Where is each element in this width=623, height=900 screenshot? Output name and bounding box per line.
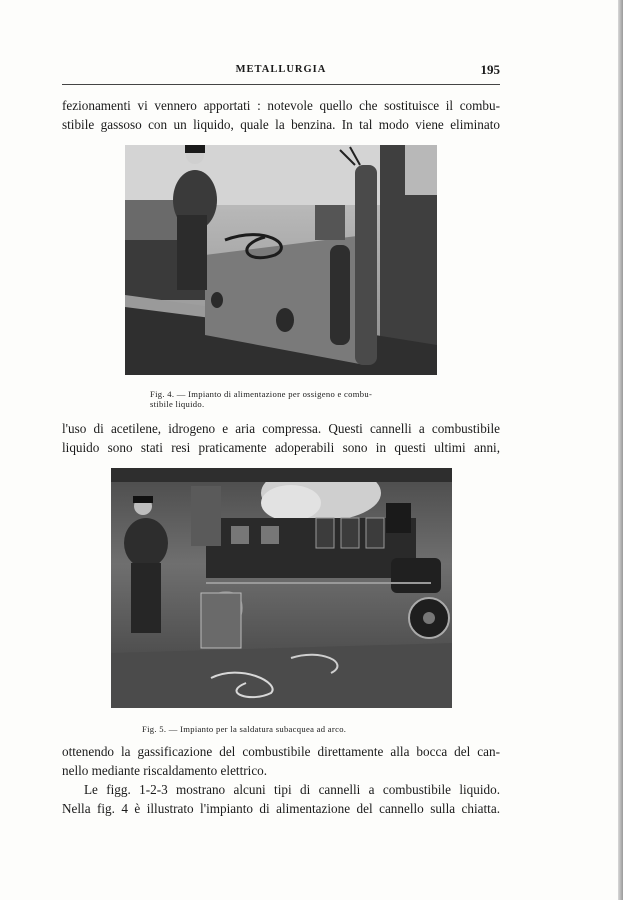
caption-line: Fig. 4. — Impianto di alimentazione per ossigeno e combu- (150, 389, 373, 399)
figure-4-photo (125, 145, 437, 375)
paragraph-middle (62, 419, 500, 457)
text-line: liquido sono stati resi praticamente adoperabili sono in questi ultimi anni, (62, 440, 500, 455)
text-line: fezionamenti vi vennero apportati : notevole quello che sostituisce il combu- (62, 98, 500, 113)
caption-line: stibile liquido. (150, 399, 205, 409)
figure-4-caption (150, 389, 450, 409)
paragraph-bottom (62, 742, 500, 818)
figure-5-photo (111, 468, 452, 708)
text-line: stibile gassoso con un liquido, quale la benzina. In tal modo viene eliminato (62, 117, 500, 132)
running-header (62, 62, 500, 85)
header-title: METALLURGIA (235, 64, 327, 75)
text-line: Le figg. 1-2-3 mostrano alcuni tipi di cannelli a combustibile liquido. (84, 782, 500, 797)
page-edge (618, 0, 623, 900)
page-number: 195 (480, 62, 500, 77)
text-line: ottenendo la gassificazione del combustibile direttamente alla bocca del can- (62, 744, 500, 759)
figure-5-caption: Fig. 5. — Impianto per la saldatura subacquea ad arco. (142, 724, 347, 734)
text-line: l'uso di acetilene, idrogeno e aria compressa. Questi cannelli a combustibile (62, 421, 500, 436)
text-line: Nella fig. 4 è illustrato l'impianto di alimentazione del cannello sulla chiatta. (62, 801, 500, 816)
paragraph-top (62, 96, 500, 134)
text-line: nello mediante riscaldamento elettrico. (62, 763, 268, 778)
